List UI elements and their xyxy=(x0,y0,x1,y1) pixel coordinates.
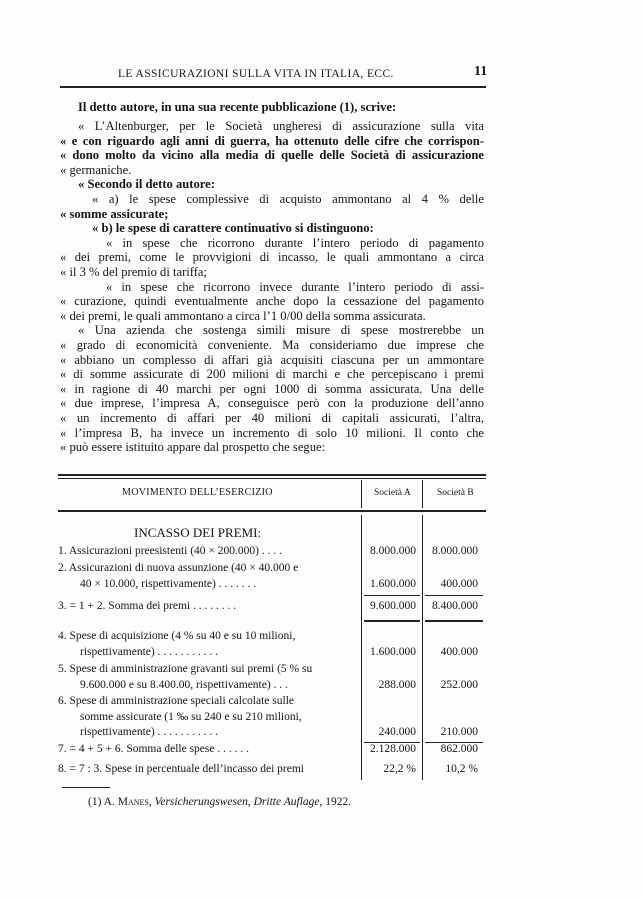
value-societa-b: 862.000 xyxy=(440,743,478,755)
header-rule xyxy=(60,86,486,88)
body-line: « e con riguardo agli anni di guerra, ha ottenuto delle cifre che corrispon- xyxy=(60,133,484,148)
footnote-rule xyxy=(62,787,110,788)
table-row-label: rispettivamente) . . . . . . . . . . . xyxy=(80,645,218,658)
table-row-label: 1. Assicurazioni preesistenti (40 × 200.000) . . . . xyxy=(58,545,282,557)
body-line: « in spese che ricorrono durante l’intero periodo di pagamento xyxy=(106,235,484,250)
value-societa-a: 288.000 xyxy=(378,678,416,691)
value-societa-a: 9.600.000 xyxy=(370,600,416,612)
table-row-label: 5. Spese di amministrazione gravanti sui premi (5 % su xyxy=(58,663,313,675)
body-line: « in ragione di 40 marchi per ogni 1000 di somma assicurata. Una delle xyxy=(60,381,484,396)
table-top-rule xyxy=(58,474,486,476)
body-line: « abbiano un complesso di affari già acquisiti ciascuna per un ammontare xyxy=(60,352,484,367)
table-row-label: 3. = 1 + 2. Somma dei premi . . . . . . . . xyxy=(58,600,237,612)
total-rule xyxy=(364,620,420,622)
table-row-label: 7. = 4 + 5 + 6. Somma delle spese . . . . . . xyxy=(58,743,249,755)
subtotal-rule xyxy=(425,595,483,596)
value-societa-b: 10,2 % xyxy=(445,763,478,775)
body-line: « b) le spese di carattere continuativo si distinguono: xyxy=(92,221,374,236)
value-societa-b: 252.000 xyxy=(440,678,478,691)
body-line: « può essere istituito appare dal prospetto che segue: xyxy=(60,440,326,455)
body-line: « L’Altenburger, per le Società ungheresi di assicurazione sulla vita xyxy=(78,119,484,133)
value-societa-b: 400.000 xyxy=(440,645,478,658)
table-row-label: 8. = 7 : 3. Spese in percentuale dell’incasso dei premi xyxy=(58,763,304,775)
value-societa-b: 400.000 xyxy=(440,577,478,590)
table-row-label: rispettivamente) . . . . . . . . . . . xyxy=(80,726,218,738)
table-top-rule xyxy=(58,478,486,479)
body-line: « curazione, quindi eventualmente anche dopo la cessazione del pagamento xyxy=(60,294,484,309)
body-line: « Una azienda che sostenga simili misure di spese mostrerebbe un xyxy=(78,323,484,338)
value-societa-a: 1.600.000 xyxy=(370,577,416,590)
table-row-label: 4. Spese di acquisizione (4 % su 40 e su 10 milioni, xyxy=(58,630,296,642)
body-line: Il detto autore, in una sua recente pubblicazione (1), scrive: xyxy=(78,100,397,114)
body-line: « l’impresa B, ha invece un incremento di solo 10 milioni. Il conto che xyxy=(60,425,484,440)
subtotal-rule xyxy=(364,742,420,743)
value-societa-a: 2.128.000 xyxy=(370,743,416,755)
table-header-rule xyxy=(58,510,486,512)
value-societa-b: 8.400.000 xyxy=(432,600,478,612)
table-row-label: 6. Spese di amministrazione speciali calcolate sulle xyxy=(58,695,294,707)
column-divider xyxy=(422,480,423,508)
body-line: « il 3 % del premio di tariffa; xyxy=(60,265,208,279)
body-line: « Secondo il detto autore: xyxy=(78,177,215,192)
value-societa-b: 210.000 xyxy=(440,726,478,738)
table-row-label: somme assicurate (1 ‰ su 240 e su 210 milioni, xyxy=(80,710,302,723)
page-number: 11 xyxy=(474,64,488,79)
subtotal-rule xyxy=(425,742,483,743)
table-row-label: 40 × 10.000, rispettivamente) . . . . . . . xyxy=(80,577,257,590)
value-societa-a: 8.000.000 xyxy=(370,545,416,557)
section-heading: INCASSO DEI PREMI: xyxy=(134,525,262,540)
body-line: « somme assicurate; xyxy=(60,206,169,221)
table-row-label: 9.600.000 e su 8.400.00, rispettivamente) . . . xyxy=(80,678,288,691)
value-societa-b: 8.000.000 xyxy=(432,545,478,557)
value-societa-a: 240.000 xyxy=(378,726,416,738)
column-divider xyxy=(361,480,362,508)
body-line: « a) le spese complessive di acquisto ammontano al 4 % delle xyxy=(92,192,484,206)
value-societa-a: 22,2 % xyxy=(383,763,416,775)
body-line: « grado di economicità conveniente. Ma consideriamo due imprese che xyxy=(60,338,484,352)
body-line: « in spese che ricorrono invece durante l’intero periodo di assi- xyxy=(106,279,484,294)
body-line: « dono molto da vicino alla media di quelle delle Società di assicurazione xyxy=(60,148,484,163)
body-line: « dei premi, le quali ammontano a circa l’1 0/00 della somma assicurata. xyxy=(60,308,426,323)
body-line: « due imprese, l’impresa A, conseguisce però con la produzione dell’anno xyxy=(60,396,484,411)
total-rule xyxy=(425,620,483,622)
column-header-societa-b: Società B xyxy=(437,488,474,498)
value-societa-a: 1.600.000 xyxy=(370,645,416,658)
body-line: « un incremento di affari per 40 milioni di capitali assicurati, l’altra, xyxy=(60,411,484,425)
running-title: LE ASSICURAZIONI SULLA VITA IN ITALIA, ECC. xyxy=(118,68,394,80)
footnote: (1) A. Manes, Versicherungswesen, Dritte Auflage, 1922. xyxy=(88,796,352,808)
subtotal-rule xyxy=(364,595,420,596)
column-header-societa-a: Società A xyxy=(374,488,411,498)
body-line: « germaniche. xyxy=(60,162,132,177)
body-line: « dei premi, come le provvigioni di incasso, le quali ammontano a circa xyxy=(60,250,484,265)
table-row-label: 2. Assicurazioni di nuova assunzione (40 × 40.000 e xyxy=(58,562,299,574)
column-header-movimento: MOVIMENTO DELL’ESERCIZIO xyxy=(122,487,273,498)
body-line: « di somme assicurate di 200 milioni di marchi e che percepiscano i premi xyxy=(60,367,484,382)
